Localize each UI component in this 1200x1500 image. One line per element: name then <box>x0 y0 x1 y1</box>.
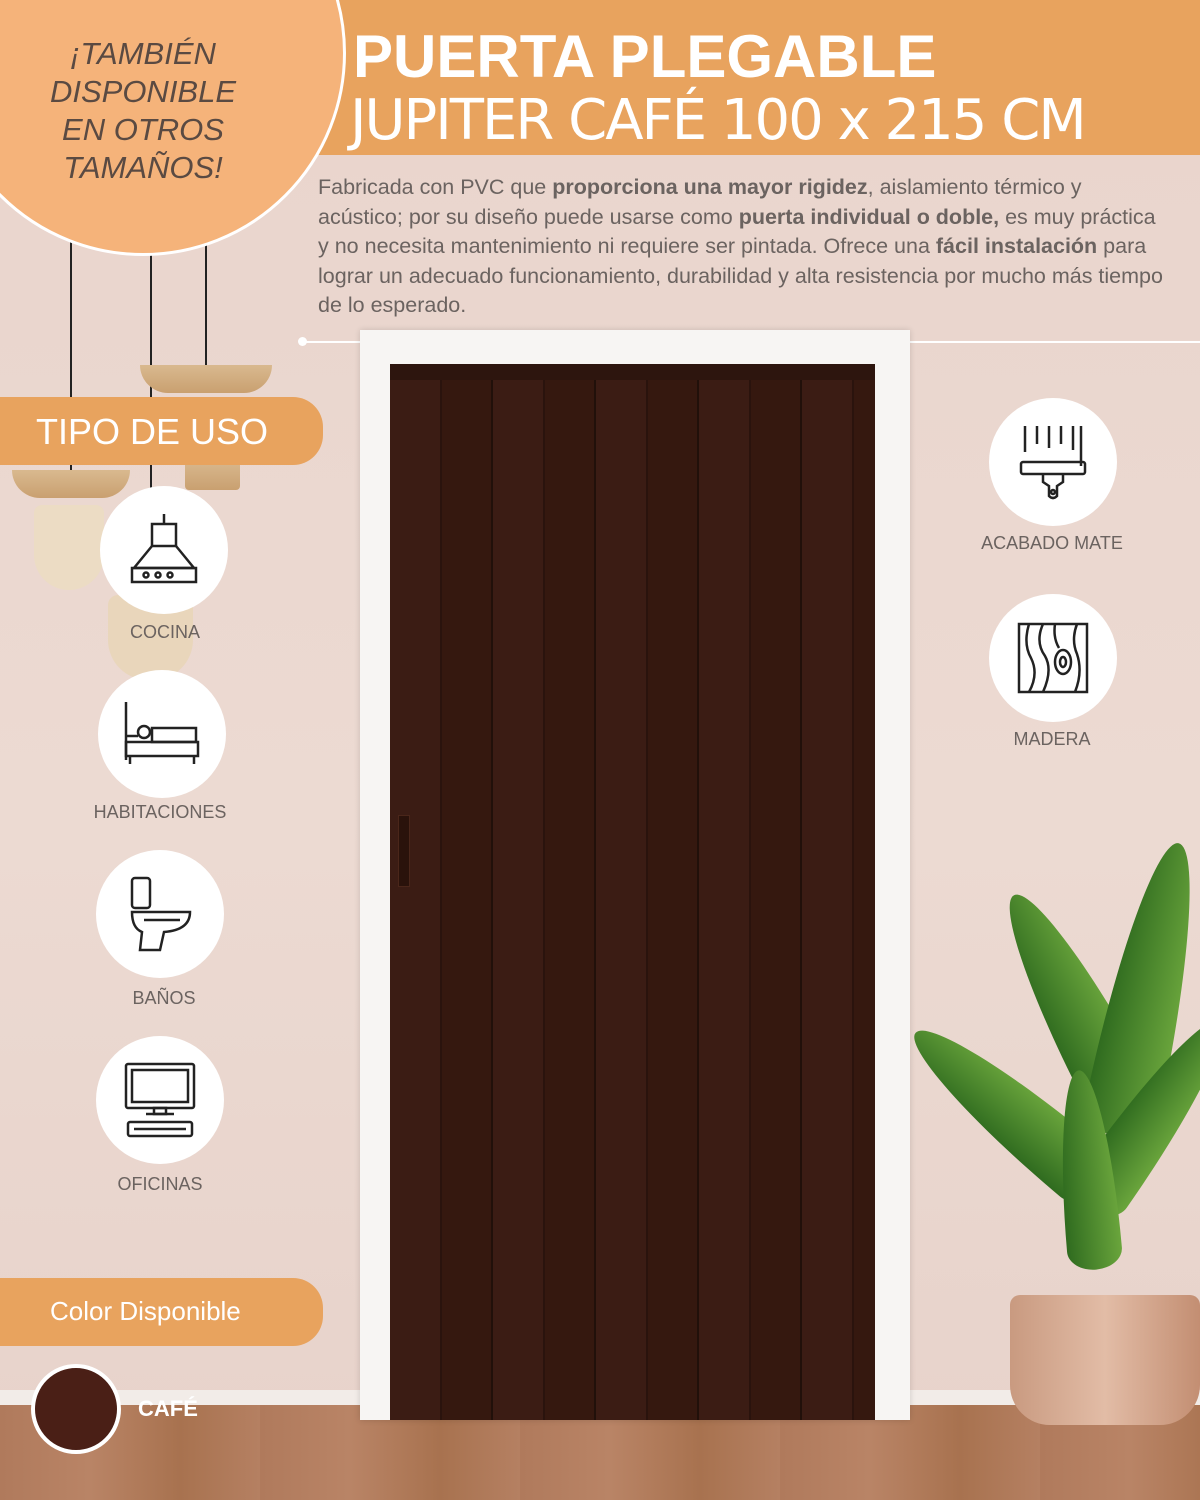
desc-text: , aislamiento térmico y acústico; por su diseño puede usarse como <box>318 175 1082 229</box>
usage-header <box>0 397 323 465</box>
feature-wood <box>989 594 1117 722</box>
desc-bold: proporciona una mayor rigidez <box>552 175 868 199</box>
availability-text: ¡TAMBIÉN DISPONIBLE EN OTROS TAMAÑOS! <box>49 36 237 185</box>
range-hood-icon <box>124 510 204 590</box>
lamp-shade <box>140 365 272 393</box>
bed-icon <box>122 694 202 774</box>
door-track <box>390 364 875 380</box>
computer-icon <box>120 1060 200 1140</box>
desc-bold: puerta individual o doble, <box>738 204 1000 229</box>
color-swatch-label: CAFÉ <box>138 1396 198 1421</box>
feature-label: ACABADO MATE <box>981 533 1123 553</box>
page-title: PUERTA PLEGABLE <box>353 23 937 90</box>
page-subtitle: JUPITER CAFÉ 100 x 215 CM <box>350 88 1085 153</box>
desc-bold: fácil instalación <box>935 234 1098 258</box>
feature-matte-finish <box>989 398 1117 526</box>
usage-title: TIPO DE USO <box>36 411 269 452</box>
desc-text: es muy práctica y no necesita mantenimiento ni requiere ser pintada. Ofrece una <box>318 204 1156 258</box>
color-header <box>0 1278 323 1346</box>
folding-door <box>390 364 875 1420</box>
usage-label: COCINA <box>129 622 200 642</box>
paint-brush-icon <box>1013 422 1093 502</box>
color-title: Color Disponible <box>50 1296 241 1326</box>
feature-label: MADERA <box>1013 729 1091 749</box>
lamp-shade <box>12 470 130 498</box>
availability-badge <box>0 0 346 256</box>
usage-label: OFICINAS <box>117 1174 203 1194</box>
usage-kitchen <box>100 486 228 614</box>
desc-text: Fabricada con PVC que <box>318 175 553 199</box>
usage-bathroom <box>96 850 224 978</box>
wood-grain-icon <box>1013 618 1093 698</box>
usage-bedroom <box>98 670 226 798</box>
color-swatch-cafe[interactable] <box>31 1364 121 1454</box>
plant-pot <box>1010 1295 1200 1425</box>
usage-label: HABITACIONES <box>93 802 227 822</box>
usage-office <box>96 1036 224 1164</box>
lamp-body <box>34 505 104 590</box>
toilet-icon <box>120 874 200 954</box>
desc-text: para lograr un adecuado funcionamiento, durabilidad y alta resistencia por mucho más tiempo de lo esperado. <box>318 234 1163 317</box>
door-handle <box>398 815 410 887</box>
usage-label: BAÑOS <box>132 988 196 1008</box>
product-description <box>318 173 1168 321</box>
